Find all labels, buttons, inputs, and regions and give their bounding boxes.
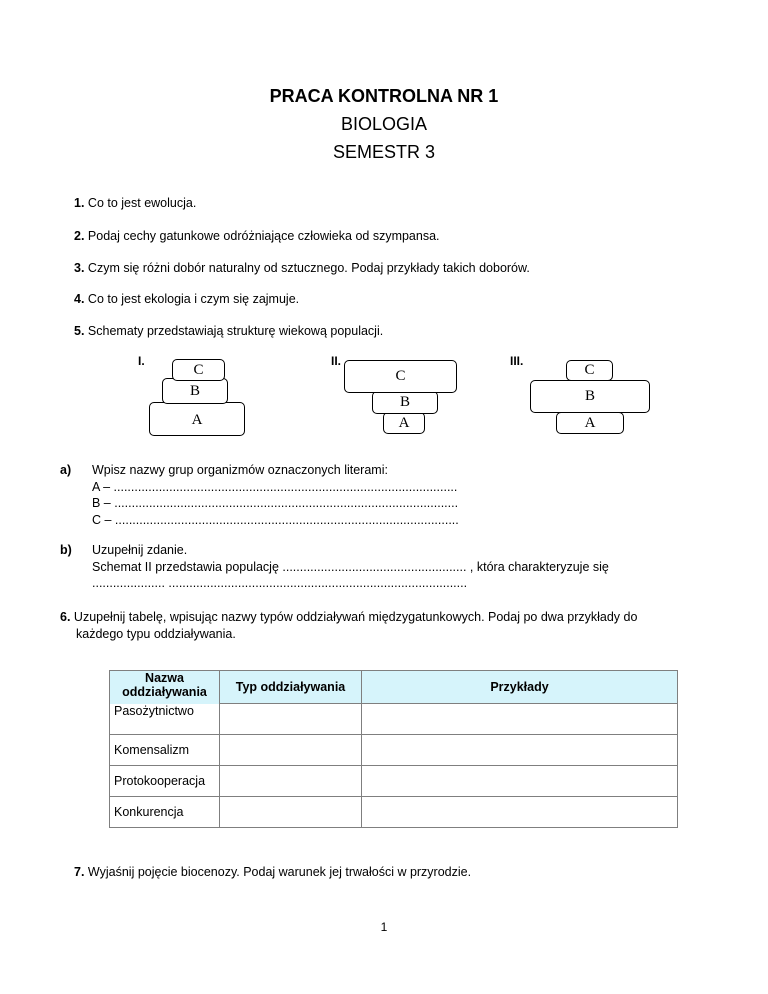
row-examples-cell[interactable]	[362, 766, 678, 797]
part-b-instruction: Uzupełnij zdanie.	[92, 543, 188, 557]
interactions-table	[109, 670, 678, 828]
question-6-text-line1: Uzupełnij tabelę, wpisując nazwy typów oddziaływań międzygatunkowych. Podaj po dwa przykłady do	[73, 610, 638, 624]
question-1-number: 1.	[74, 196, 85, 210]
part-b-continuation-line[interactable]: ..................... ......................................................................................	[92, 576, 468, 590]
part-a	[92, 462, 459, 528]
question-7	[74, 865, 471, 879]
pyramid-i-label: I.	[138, 354, 145, 368]
document-subject: BIOLOGIA	[340, 114, 428, 134]
pyramid-iii-bar-b: B	[530, 380, 650, 413]
document-title: PRACA KONTROLNA NR 1	[269, 86, 499, 106]
header-examples-cell: Przykłady	[362, 671, 678, 704]
question-5-number: 5.	[74, 324, 85, 338]
question-2-number: 2.	[74, 229, 85, 243]
question-2	[74, 229, 440, 243]
pyramid-iii-bar-c: C	[566, 360, 613, 381]
question-5	[74, 324, 383, 338]
question-4-number: 4.	[74, 292, 85, 306]
row-type-cell[interactable]	[220, 797, 362, 828]
question-7-text: Wyjaśnij pojęcie biocenozy. Podaj warunek jej trwałości w przyrodzie.	[87, 865, 472, 879]
row-examples-cell[interactable]	[362, 735, 678, 766]
question-6-number: 6.	[60, 610, 71, 624]
row-name-cell: Konkurencja	[110, 797, 220, 828]
row-name-cell: Protokooperacja	[110, 766, 220, 797]
pyramid-iii-bar-a: A	[556, 412, 624, 434]
table-row	[110, 766, 678, 797]
header-type-cell: Typ oddziaływania	[220, 671, 362, 704]
row-examples-cell[interactable]	[362, 797, 678, 828]
question-3	[74, 261, 530, 275]
question-5-text: Schematy przedstawiają strukturę wiekową populacji.	[87, 324, 384, 338]
question-3-text: Czym się różni dobór naturalny od sztucznego. Podaj przykłady takich doborów.	[87, 261, 530, 275]
pyramid-ii-bar-c: C	[344, 360, 457, 393]
pyramid-ii-bar-b: B	[372, 391, 438, 414]
question-2-text: Podaj cechy gatunkowe odróżniające człowieka od szympansa.	[87, 229, 440, 243]
table-header-row	[110, 671, 678, 704]
row-type-cell[interactable]	[220, 704, 362, 735]
row-type-cell[interactable]	[220, 735, 362, 766]
question-6-text-line2: każdego typu oddziaływania.	[76, 626, 236, 641]
pyramid-i-bar-b: B	[162, 378, 228, 404]
answer-line-a[interactable]: A – ...................................................................................................	[92, 479, 458, 494]
row-examples-cell[interactable]	[362, 704, 678, 735]
question-7-number: 7.	[74, 865, 85, 879]
row-name-cell: Pasożytnictwo	[110, 704, 220, 735]
header-name-cell	[110, 671, 220, 704]
answer-line-c[interactable]: C – ...................................................................................................	[92, 512, 459, 527]
table-row	[110, 735, 678, 766]
question-1	[74, 196, 196, 210]
question-4-text: Co to jest ekologia i czym się zajmuje.	[87, 292, 300, 306]
question-3-number: 3.	[74, 261, 85, 275]
part-a-instruction: Wpisz nazwy grup organizmów oznaczonych literami:	[92, 463, 388, 477]
header-name-line1: Nazwa	[145, 671, 184, 685]
part-a-marker: a)	[60, 463, 72, 477]
table-row	[110, 797, 678, 828]
row-name-cell: Komensalizm	[110, 735, 220, 766]
question-4	[74, 292, 299, 306]
part-b-marker: b)	[60, 543, 72, 557]
header-name-line2: oddziaływania	[122, 685, 207, 699]
document-semester: SEMESTR 3	[332, 142, 436, 162]
answer-line-b[interactable]: B – ...................................................................................................	[92, 496, 459, 510]
question-1-text: Co to jest ewolucja.	[87, 196, 197, 210]
question-6	[60, 609, 637, 642]
pyramid-iii-label: III.	[510, 354, 524, 368]
row-type-cell[interactable]	[220, 766, 362, 797]
pyramid-ii-label: II.	[331, 354, 342, 368]
table-row	[110, 704, 678, 735]
pyramid-i-bar-c: C	[172, 359, 225, 381]
part-b	[92, 542, 609, 592]
pyramid-ii-bar-a: A	[383, 412, 425, 434]
pyramid-i-bar-a: A	[149, 402, 245, 436]
part-b-sentence-line[interactable]: Schemat II przedstawia populację ..................................................... , która charakteryzuje się	[92, 559, 609, 574]
page-number: 1	[380, 920, 388, 934]
